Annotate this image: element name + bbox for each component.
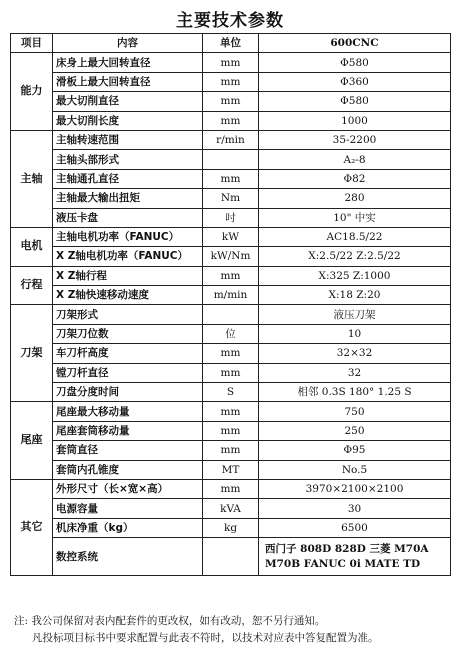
item-cell: 外形尺寸（长×宽×高） [53, 479, 203, 498]
table-row [11, 324, 451, 343]
item-cell: 车刀杆高度 [53, 344, 203, 363]
value-cell: Φ580 [259, 92, 451, 111]
unit-cell: r/min [203, 130, 259, 149]
header-model: 600CNC [259, 34, 451, 53]
table-row [11, 227, 451, 246]
value-cell: 750 [259, 402, 451, 421]
header-unit: 单位 [203, 34, 259, 53]
unit-cell [203, 150, 259, 169]
value-cell: 32 [259, 363, 451, 382]
value-cell: 30 [259, 499, 451, 518]
table-row [11, 130, 451, 149]
unit-cell: kg [203, 518, 259, 537]
item-cell: X Z轴电机功率（FANUC） [53, 247, 203, 266]
table-header-row [11, 34, 451, 53]
item-cell: 床身上最大回转直径 [53, 53, 203, 72]
category-cell: 尾座 [11, 402, 53, 480]
item-cell: 套筒内孔锥度 [53, 460, 203, 479]
unit-cell: mm [203, 441, 259, 460]
table-row [11, 305, 451, 324]
value-cell: Φ360 [259, 72, 451, 91]
item-cell: 主轴转速范围 [53, 130, 203, 149]
table-row [11, 266, 451, 285]
item-cell: 液压卡盘 [53, 208, 203, 227]
value-cell: 10 [259, 324, 451, 343]
item-cell: 尾座套筒移动量 [53, 421, 203, 440]
item-cell: 主轴头部形式 [53, 150, 203, 169]
value-cell: X:325 Z:1000 [259, 266, 451, 285]
value-cell: X:2.5/22 Z:2.5/22 [259, 247, 451, 266]
unit-cell: mm [203, 72, 259, 91]
value-cell: 10" 中实 [259, 208, 451, 227]
value-cell: 相邻 0.3S 180° 1.25 S [259, 383, 451, 402]
table-row [11, 479, 451, 498]
table-row [11, 383, 451, 402]
category-cell: 电机 [11, 227, 53, 266]
table-row [11, 286, 451, 305]
footnote-line-1: 注: 我公司保留对表内配套件的更改权，如有改动，恕不另行通知。 [14, 615, 326, 627]
value-cell: 280 [259, 189, 451, 208]
unit-cell [203, 305, 259, 324]
value-cell: AC18.5/22 [259, 227, 451, 246]
table-row [11, 53, 451, 72]
category-cell: 其它 [11, 479, 53, 575]
item-cell: 电源容量 [53, 499, 203, 518]
unit-cell: Nm [203, 189, 259, 208]
unit-cell: S [203, 383, 259, 402]
table-row [11, 150, 451, 169]
value-cell: 西门子 808D 828D 三菱 M70A M70B FANUC 0i MATE TD [259, 538, 451, 576]
table-row [11, 499, 451, 518]
table-row [11, 363, 451, 382]
value-cell: 35-2200 [259, 130, 451, 149]
item-cell: 主轴电机功率（FANUC） [53, 227, 203, 246]
value-cell: Φ580 [259, 53, 451, 72]
footnote-line-2: 凡投标项目标书中要求配置与此表不符时，以技术对应表中答复配置为准。 [32, 632, 379, 644]
value-cell: X:18 Z:20 [259, 286, 451, 305]
page-title: 主要技术参数 [176, 11, 284, 31]
table-row [11, 441, 451, 460]
value-cell: No.5 [259, 460, 451, 479]
unit-cell: mm [203, 344, 259, 363]
table-row [11, 92, 451, 111]
unit-cell: mm [203, 53, 259, 72]
unit-cell: kVA [203, 499, 259, 518]
item-cell: X Z轴快速移动速度 [53, 286, 203, 305]
header-content: 内容 [53, 34, 203, 53]
table-row [11, 421, 451, 440]
unit-cell: mm [203, 169, 259, 188]
item-cell: 刀架刀位数 [53, 324, 203, 343]
value-cell: 液压刀架 [259, 305, 451, 324]
item-cell: 套筒直径 [53, 441, 203, 460]
item-cell: 尾座最大移动量 [53, 402, 203, 421]
unit-cell: mm [203, 479, 259, 498]
unit-cell: kW/Nm [203, 247, 259, 266]
table-row [11, 538, 451, 576]
spec-table-body [11, 53, 451, 576]
unit-cell: kW [203, 227, 259, 246]
item-cell: 刀架形式 [53, 305, 203, 324]
unit-cell: mm [203, 402, 259, 421]
table-row [11, 518, 451, 537]
footnotes [14, 613, 454, 647]
unit-cell: mm [203, 363, 259, 382]
table-row [11, 169, 451, 188]
item-cell: 主轴最大输出扭矩 [53, 189, 203, 208]
item-cell: 主轴通孔直径 [53, 169, 203, 188]
table-row [11, 247, 451, 266]
item-cell: 最大切削直径 [53, 92, 203, 111]
unit-cell: mm [203, 421, 259, 440]
value-cell: 1000 [259, 111, 451, 130]
value-cell: A₂-8 [259, 150, 451, 169]
value-cell: 6500 [259, 518, 451, 537]
unit-cell [203, 538, 259, 576]
item-cell: X Z轴行程 [53, 266, 203, 285]
table-row [11, 344, 451, 363]
value-cell: 3970×2100×2100 [259, 479, 451, 498]
unit-cell: mm [203, 111, 259, 130]
unit-cell: mm [203, 266, 259, 285]
table-row [11, 111, 451, 130]
value-cell: 32×32 [259, 344, 451, 363]
item-cell: 最大切削长度 [53, 111, 203, 130]
table-row [11, 189, 451, 208]
item-cell: 滑板上最大回转直径 [53, 72, 203, 91]
item-cell: 刀盘分度时间 [53, 383, 203, 402]
value-cell: 250 [259, 421, 451, 440]
value-cell: Φ82 [259, 169, 451, 188]
unit-cell: mm [203, 92, 259, 111]
category-cell: 刀架 [11, 305, 53, 402]
table-row [11, 208, 451, 227]
spec-table [10, 33, 451, 576]
unit-cell: 位 [203, 324, 259, 343]
value-cell: Φ95 [259, 441, 451, 460]
table-row [11, 460, 451, 479]
table-row [11, 402, 451, 421]
item-cell: 数控系统 [53, 538, 203, 576]
category-cell: 主轴 [11, 130, 53, 227]
item-cell: 镗刀杆直径 [53, 363, 203, 382]
table-row [11, 72, 451, 91]
category-cell: 能力 [11, 53, 53, 131]
unit-cell: MT [203, 460, 259, 479]
unit-cell: m/min [203, 286, 259, 305]
header-category: 项目 [11, 34, 53, 53]
category-cell: 行程 [11, 266, 53, 305]
item-cell: 机床净重（kg） [53, 518, 203, 537]
unit-cell: 吋 [203, 208, 259, 227]
